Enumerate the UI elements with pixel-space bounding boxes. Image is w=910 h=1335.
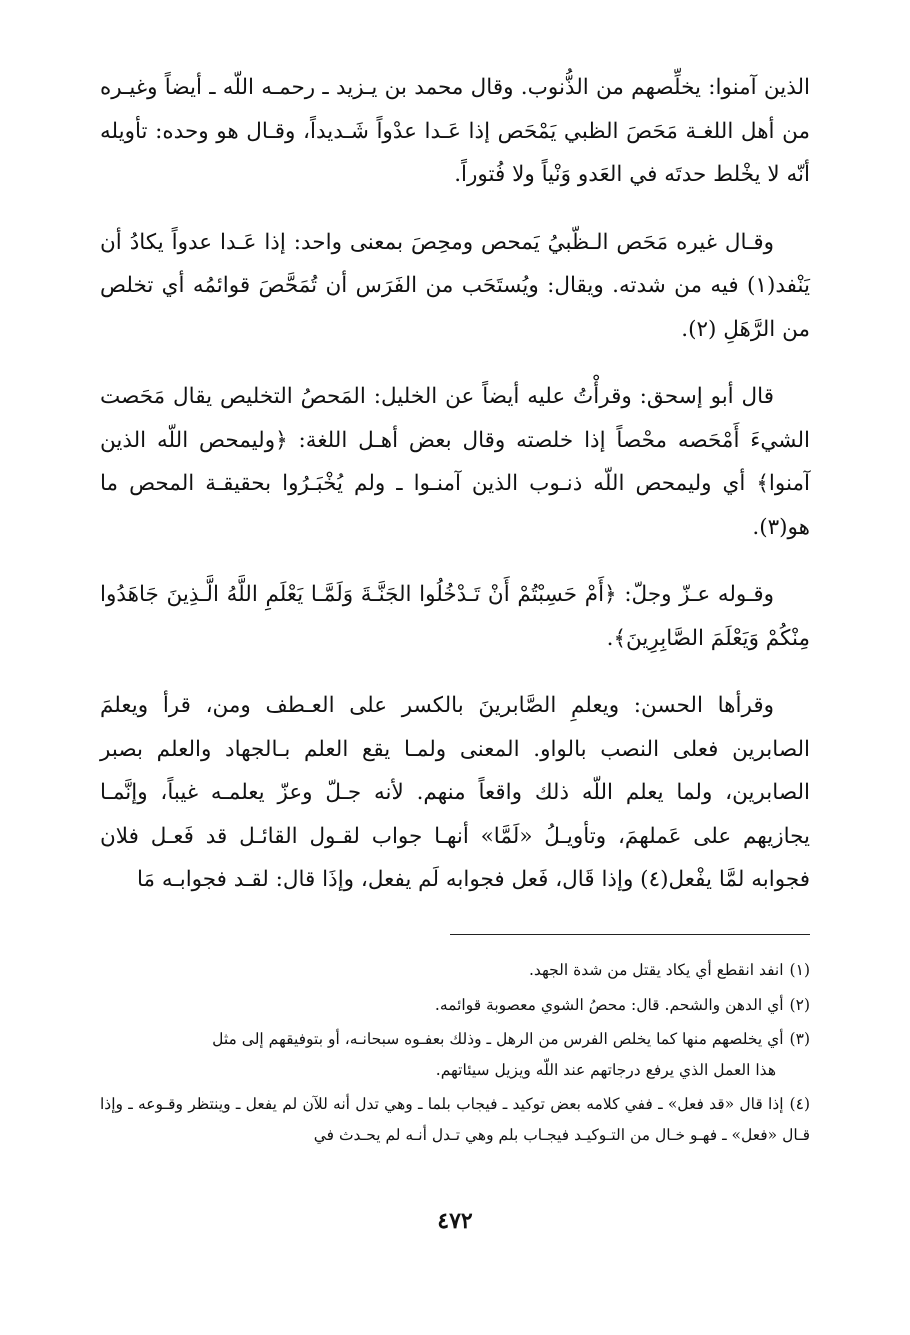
- paragraph-3: قال أبو إسحق: وقرأْتُ عليه أيضاً عن الخليل: المَحصُ التخليص يقال مَحَصت الشيءَ أَمْحَصه محْصاً إذا خلصته وقال بعض أهـل اللغة: ﴿وليمحص اللّه الذين آمنوا﴾ أي وليمحص اللّه ذنـوب الذين آمنـوا ـ ولم يُخْبَـرُوا بحقيقـة المحص ما هو(٣).: [100, 384, 810, 540]
- footnote-number: (٢): [789, 995, 810, 1014]
- footnote-1: [100, 955, 810, 986]
- paragraph-4: وقـوله عـزّ وجلّ: ﴿أَمْ حَسِبْتُمْ أَنْ تَـدْخُلُوا الجَنَّـةَ وَلَمَّـا يَعْلَمِ اللَّهُ الَّـذِينَ جَاهَدُوا مِنْكُمْ وَيَعْلَمَ الصَّابِرِينَ﴾.: [100, 582, 810, 651]
- footnote-4: [100, 1089, 810, 1150]
- paragraph-5: وقرأها الحسن: ويعلمِ الصَّابرينَ بالكسر على العـطف ومن، قرأ ويعلمَ الصابرين فعلى النصب بالواو. المعنى ولمـا يقع العلم بـالجهاد والعلم بصبر الصابرين، ولما يعلم اللّه ذلك واقعاً منهم. لأنه جـلّ وعزّ يعلمـه غيباً، وإنَّمـا يجازيهم على عَملهمَ، وتأويـلُ «لَمَّا» أنهـا جواب لقـول القائـل قد فَعـل فلان فجوابه لمَّا يفْعل(٤) وإذا قَال، فَعل فجوابه لَم يفعل، وإذَا قال: لقـد فجوابـه مَا: [100, 693, 810, 892]
- footnote-number: (٤): [789, 1095, 810, 1113]
- footnote-number: (٣): [789, 1030, 810, 1048]
- page-number: ٤٧٢: [437, 1208, 473, 1234]
- footnote-text: أي يخلصهم منها كما يخلص الفرس من الرهل ـ وذلك بعفـوه سبحانـه، أو بتوفيقهم إلى مثل: [212, 1030, 784, 1048]
- footnotes: [100, 955, 810, 1154]
- footnote-2: [100, 990, 810, 1021]
- footnote-separator: [450, 934, 810, 935]
- footnote-3: [100, 1024, 810, 1085]
- page-content: [100, 66, 810, 902]
- footnote-text: انفد انقطع أي يكاد يقتل من شدة الجهد.: [528, 961, 784, 979]
- main-text: [100, 66, 810, 902]
- footnote-number: (١): [789, 961, 810, 979]
- paragraph-2: وقـال غيره مَحَص الـظّبيُ يَمحص ومحِصَ بمعنى واحد: إذا عَـدا عدواً يكادُ أن يَنْفد(١) فيه من شدته. ويقال: ويُستَحَب من الفَرَس أن تُمَحَّصَ قوائمُه أي تخلص من الرَّهَلِ (٢).: [100, 229, 810, 342]
- footnote-text: إذا قال «قد فعل» ـ ففي كلامه بعض توكيد ـ فيجاب بلما ـ وهي تدل أنه للآن لم يفعل ـ وينتظر وقـوعه ـ وإذا قـال «فعل» ـ فهـو خـال من التـوكيـد فيجـاب بلم وهي تـدل أنـه لم يحـدث في: [100, 1095, 810, 1144]
- paragraph-1: الذين آمنوا: يخلِّصهم من الذُّنوب. وقال محمد بن يـزيد ـ رحمـه اللّه ـ أيضاً وغيـره من أهل اللغـة مَحَصَ الظبي يَمْحَص إذا عَـدا عدْواً شَـديداً، وقـال هو وحده: تأويله أنّه لا يخْلط حدتَه في العَدو وَنْياً ولا فُتوراً.: [100, 75, 810, 187]
- footnote-continuation: هذا العمل الذي يرفع درجاتهم عند اللّه ويزيل سيئاتهم.: [435, 1060, 776, 1079]
- footnote-text: أي الدهن والشحم. قال: محصُ الشوي معصوبة قوائمه.: [434, 995, 784, 1014]
